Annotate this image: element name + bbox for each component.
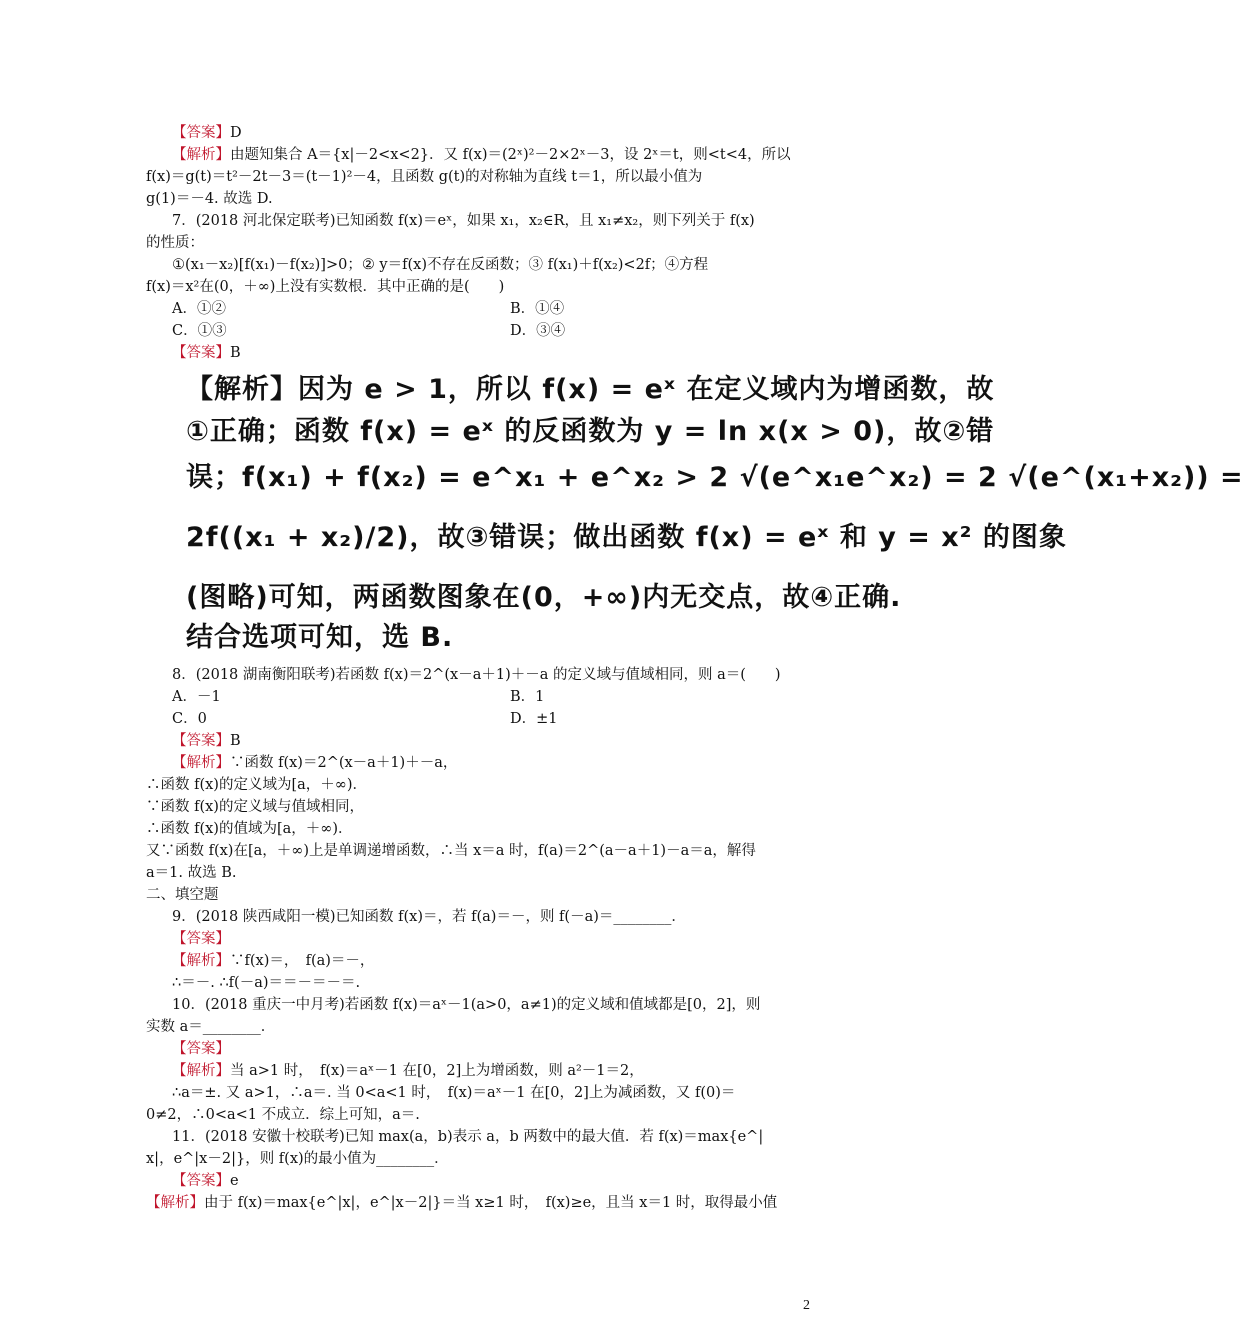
q6-analysis-2: f(x)＝g(t)＝t²－2t－3＝(t－1)²－4，且函数 g(t)的对称轴为直线 t＝1，所以最小值为 xyxy=(146,169,703,185)
q8-option-b: B．1 xyxy=(510,689,545,705)
analysis-label: 【解析】 xyxy=(172,147,230,163)
q8-options-ab xyxy=(172,686,832,708)
q8-option-a: A．－1 xyxy=(172,689,221,705)
q11-stem-1: 11．(2018 安徽十校联考)已知 max(a，b)表示 a，b 两数中的最大值．若 f(x)＝max{e^| xyxy=(172,1129,764,1145)
q10-analysis-2: ∴a＝±. 又 a>1，∴a＝. 当 0<a<1 时， f(x)＝aˣ－1 在[0，2]上为减函数，又 f(0)＝ xyxy=(172,1085,736,1101)
answer-label: 【答案】 xyxy=(172,1041,230,1057)
answer-label: 【答案】 xyxy=(172,125,230,141)
q11-answer: 【答案】e xyxy=(172,1173,239,1189)
q6-answer: 【答案】D xyxy=(172,125,242,141)
answer-label: 【答案】 xyxy=(172,1173,230,1189)
q7-big-analysis-2: ①正确；函数 f(x) = eˣ 的反函数为 y = ln x(x > 0)，故②错 xyxy=(186,416,995,447)
q8-analysis-1: 【解析】∵函数 f(x)＝2^(x－a＋1)＋－a， xyxy=(172,755,458,771)
q8-analysis-6: a＝1. 故选 B. xyxy=(146,865,237,881)
q8-option-d: D．±1 xyxy=(510,711,558,727)
q8-analysis-3: ∵函数 f(x)的定义域与值域相同， xyxy=(146,799,364,815)
q9-answer xyxy=(172,928,832,950)
q11-stem-2: x|，e^|x－2|}，则 f(x)的最小值为________． xyxy=(146,1151,449,1167)
q7-stem-1: 7．(2018 河北保定联考)已知函数 f(x)＝eˣ，如果 x₁，x₂∈R，且 x₁≠x₂，则下列关于 f(x) xyxy=(172,213,755,229)
q7-option-a: A．①② xyxy=(172,301,226,317)
q8-analysis-4: ∴函数 f(x)的值域为[a，＋∞)． xyxy=(146,821,353,837)
q7-big-analysis-1: 【解析】因为 e > 1，所以 f(x) = eˣ 在定义域内为增函数，故 xyxy=(186,374,995,405)
q7-stem-4: f(x)＝x²在(0，＋∞)上没有实数根．其中正确的是( ) xyxy=(146,279,505,295)
answer-label: 【答案】 xyxy=(172,733,230,749)
q7-option-b: B．①④ xyxy=(510,301,565,317)
q9-analysis-1: 【解析】∵f(x)＝， f(a)＝－， xyxy=(172,953,375,969)
answer-label: 【答案】 xyxy=(172,345,230,361)
q7-stem-2: 的性质： xyxy=(146,235,204,251)
q8-analysis-2: ∴函数 f(x)的定义域为[a，＋∞)． xyxy=(146,777,368,793)
q7-big-analysis-6: 结合选项可知，选 B. xyxy=(186,622,454,653)
analysis-label: 【解析】 xyxy=(146,1195,204,1211)
analysis-label: 【解析】 xyxy=(172,1063,230,1079)
q6-analysis-1: 【解析】由题知集合 A＝{x|－2<x<2}．又 f(x)＝(2ˣ)²－2×2ˣ－3，设 2ˣ＝t，则<t<4，所以 xyxy=(172,147,791,163)
q8-option-c: C．0 xyxy=(172,711,207,727)
q8-options-cd xyxy=(172,708,832,730)
page-number: 2 xyxy=(803,1298,810,1313)
q9-analysis-2: ∴＝－. ∴f(－a)＝＝－＝－＝. xyxy=(172,975,361,991)
q6-analysis-3: g(1)＝－4. 故选 D. xyxy=(146,191,273,207)
q7-big-analysis-3: 误；f(x₁) + f(x₂) = e^x₁ + e^x₂ > 2 √(e^x₁e^x₂) = 2 √(e^(x₁+x₂)) = xyxy=(186,462,1244,493)
q10-stem-2: 实数 a＝________． xyxy=(146,1019,276,1035)
q8-answer: 【答案】B xyxy=(172,733,241,749)
analysis-label: 【解析】 xyxy=(172,755,230,771)
answer-label: 【答案】 xyxy=(172,931,230,947)
q7-big-analysis-4: 2f((x₁ + x₂)/2)，故③错误；做出函数 f(x) = eˣ 和 y = x² 的图象 xyxy=(186,522,1067,553)
q9-stem: 9．(2018 陕西咸阳一模)已知函数 f(x)＝，若 f(a)＝－，则 f(－a)＝________． xyxy=(172,909,686,925)
q7-option-d: D．③④ xyxy=(510,323,566,339)
q11-analysis-1: 【解析】由于 f(x)＝max{e^|x|，e^|x－2|}＝当 x≥1 时， f(x)≥e，且当 x＝1 时，取得最小值 xyxy=(146,1195,778,1211)
q10-stem-1: 10．(2018 重庆一中月考)若函数 f(x)＝aˣ－1(a>0，a≠1)的定义域和值域都是[0，2]，则 xyxy=(172,997,761,1013)
q10-answer xyxy=(172,1038,832,1060)
q7-option-c: C．①③ xyxy=(172,323,227,339)
q10-analysis-1: 【解析】当 a>1 时， f(x)＝aˣ－1 在[0，2]上为增函数，则 a²－1＝2， xyxy=(172,1063,644,1079)
q7-stem-3: ①(x₁－x₂)[f(x₁)－f(x₂)]>0；② y＝f(x)不存在反函数；③ f(x₁)＋f(x₂)<2f；④方程 xyxy=(172,257,709,273)
analysis-label: 【解析】 xyxy=(172,953,230,969)
q10-analysis-3: 0≠2，∴0<a<1 不成立．综上可知，a＝. xyxy=(146,1107,420,1123)
q7-options-ab xyxy=(172,298,832,320)
q8-analysis-5: 又∵函数 f(x)在[a，＋∞)上是单调递增函数，∴当 x＝a 时，f(a)＝2^(a－a＋1)－a＝a，解得 xyxy=(146,843,756,859)
q8-stem: 8．(2018 湖南衡阳联考)若函数 f(x)＝2^(x－a＋1)＋－a 的定义域与值域相同，则 a＝( ) xyxy=(172,667,781,683)
section-heading: 二、填空题 xyxy=(146,887,219,903)
q7-big-analysis-5: (图略)可知，两函数图象在(0，+∞)内无交点，故④正确. xyxy=(186,582,902,613)
q7-answer: 【答案】B xyxy=(172,345,241,361)
q7-options-cd xyxy=(172,320,832,342)
